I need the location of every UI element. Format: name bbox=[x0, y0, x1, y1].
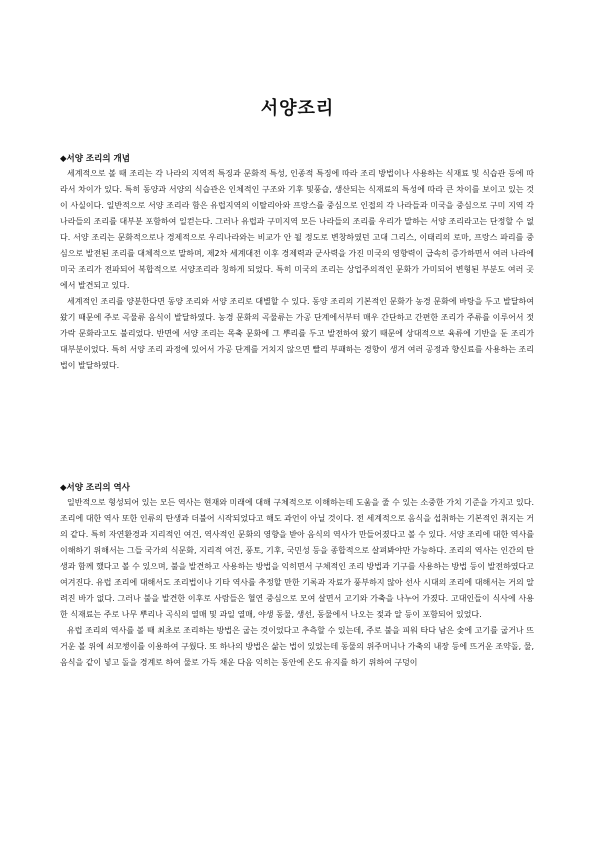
section-history bbox=[60, 482, 534, 671]
paragraph: 유럽 조리의 역사를 볼 때 최초로 조리하는 방법은 굽는 것이었다고 추측할 수 있는데, 주로 불을 피워 타다 남은 숯에 고기를 굽거나 뜨거운 볼 위에 쇠꼬챙이를 이용하여 구웠다. 또 하나의 방법은 삶는 법이 있었는데 동물의 위주머니나 가축의 내장 등에 뜨거운 조약돌, 물, 음식을 같이 넣고 돌을 경계로 하여 물로 가득 채운 다음 익히는 동안에 온도 유지를 하기 위하여 구덩이 bbox=[60, 626, 534, 667]
section-heading: ◆서양 조리의 개념 bbox=[60, 154, 130, 164]
paragraph: 일반적으로 형성되어 있는 모든 역사는 현재와 미래에 대해 구체적으로 이해하는데 도움을 줄 수 있는 소중한 가치 기준을 가지고 있다. 조리에 대한 역사 또한 인류의 탄생과 더불어 시작되었다고 해도 과언이 아닐 것이다. 전 세계적으로 음식을 섭취하는 기본적인 취지는 거의 같다. 특히 자연환경과 지리적인 여건, 역사적인 문화의 영향을 받아 음식의 역사가 만들어졌다고 볼 수 있다. 서양 조리에 대한 역사를 이해하기 위해서는 그들 국가의 식문화, 지리적 여건, 풍토, 기후, 국민성 등을 종합적으로 살펴봐야만 가능하다. 조리의 역사는 인간의 탄생과 함께 했다고 볼 수 있으며, 불을 발견하고 사용하는 방법을 익히면서 구체적인 조리 방법과 기구를 사용하는 방법 등이 발전하였다고 여겨진다. 유럽 조리에 대해서도 조리법이나 기타 역사를 추정할 만한 기록과 자료가 풍부하지 않아 선사 시대의 조리에 대해서는 거의 알려진 바가 없다. 그러나 불을 발견한 이후로 사람들은 혈연 중심으로 모여 살면서 고기와 가축을 나누어 가졌다. 고대인들이 식사에 사용한 식재료는 주로 나무 뿌리나 곡식의 열매 및 과일 열매, 야생 동물, 생선, 동물에서 나오는 젖과 알 등이 포함되어 있었다. bbox=[60, 498, 534, 619]
section-heading: ◆서양 조리의 역사 bbox=[60, 483, 130, 493]
section-concept bbox=[60, 153, 534, 374]
paragraph: 세계적으로 볼 때 조리는 각 나라의 지역적 특징과 문화적 특성, 인종적 특징에 따라 조리 방법이나 사용하는 식재료 및 식습관 등에 따라서 차이가 있다. 특히 동양과 서양의 식습관은 인체적인 구조와 기후 및풍습, 생산되는 식재료의 특성에 따라 큰 차이를 보이고 있는 것이 사실이다. 일반적으로 서양 조리라 함은 유럽지역의 이탈리아와 프랑스를 중심으로 인접의 각 나라들과 미국을 중심으로 구미 지역 각 나라들의 조리를 대부분 포함하여 일컫는다. 그러나 유럽과 구미지역 모든 나라들의 조리를 우리가 말하는 서양 조리라고는 단정할 수 없다. 서양 조리는 문화적으로나 경제적으로 우리나라와는 비교가 안 될 정도로 변창하였던 고대 그리스, 이태리의 로마, 프랑스 파리를 중심으로 발전된 조리를 대체적으로 말하며, 제2차 세계대전 이후 경제력과 군사력을 가진 미국의 영향력이 급속히 증가하면서 여러 나라에 미국 조리가 전파되어 복합적으로 서양조리라 칭하게 되었다. 특히 미국의 조리는 상업주의적인 문화가 가미되어 변형된 부분도 여러 곳에서 발견되고 있다. bbox=[60, 169, 534, 290]
paragraph: 세계적인 조리를 양분한다면 동양 조리와 서양 조리로 대별할 수 있다. 동양 조리의 기본적인 문화가 농경 문화에 바탕을 두고 발달하여 왔기 때문에 주로 곡물류 음식이 발달하였다. 농경 문화의 곡물류는 가공 단계에서부터 매우 간단하고 간편한 조리가 주류를 이루어서 젓가락 문화라고도 불리었다. 반면에 서양 조리는 목축 문화에 그 뿌리를 두고 발전하여 왔기 때문에 상대적으로 육류에 기반을 둔 조리가 대부분이었다. 특히 서양 조리 과정에 있어서 가공 단계를 거치지 않으면 빨리 부패하는 경향이 생겨 여러 공정과 향신료를 사용하는 조리법이 발달하였다. bbox=[60, 297, 534, 370]
document-title: 서양조리 bbox=[260, 98, 335, 119]
